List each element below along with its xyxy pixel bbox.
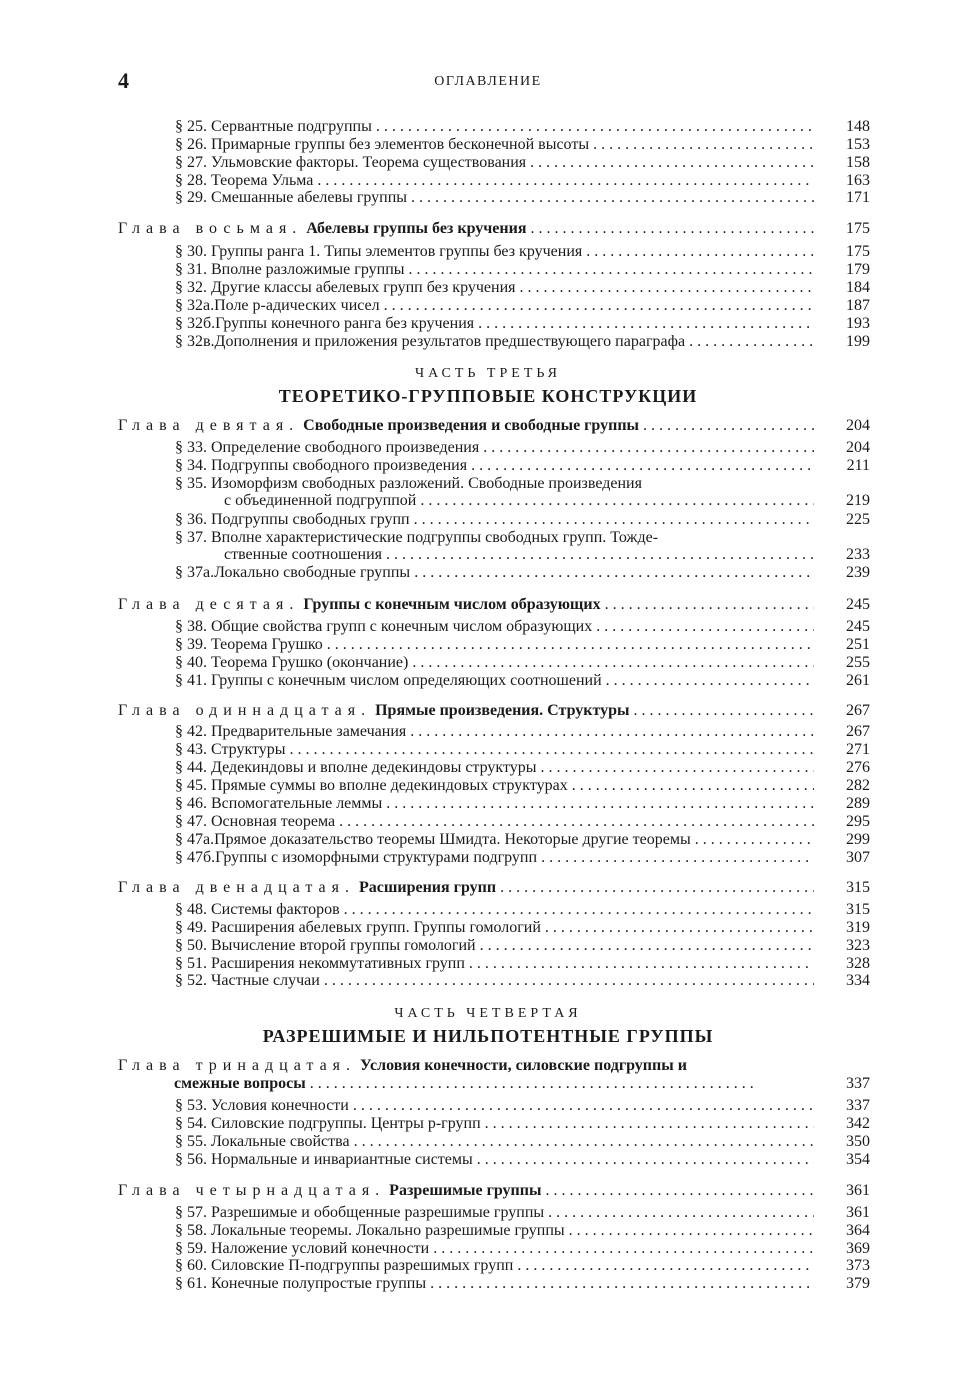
chapter-prefix: Глава двенадцатая. xyxy=(118,879,355,896)
entry-label: § 60. Силовские П-подгруппы разрешимых групп . . . xyxy=(175,1257,814,1274)
toc-entry[interactable] xyxy=(118,136,870,153)
toc-entry[interactable] xyxy=(118,315,870,332)
chapter-page: 267 xyxy=(846,702,870,719)
toc-entry[interactable] xyxy=(118,154,870,171)
chapter-prefix: Глава четырнадцатая. xyxy=(118,1182,386,1199)
entry-label: § 32б.Группы конечного ранга без кручения . . . xyxy=(175,315,814,332)
entry-label: § 58. Локальные теоремы. Локально разрешимые группы . . . xyxy=(175,1222,814,1239)
entry-label: § 53. Условия конечности . . . xyxy=(175,1097,814,1114)
toc-entry[interactable] xyxy=(118,475,870,509)
entry-page: 307 xyxy=(846,849,870,866)
entry-label: § 42. Предварительные замечания . . . xyxy=(175,723,814,740)
entry-page: 267 xyxy=(846,723,870,740)
entry-page: 261 xyxy=(846,672,870,689)
toc-entry[interactable] xyxy=(118,1240,870,1257)
toc-entry[interactable] xyxy=(118,1222,870,1239)
entry-page: 354 xyxy=(846,1151,870,1168)
entry-label: § 49. Расширения абелевых групп. Группы гомологий . . . xyxy=(175,919,814,936)
entry-page: 199 xyxy=(846,333,870,350)
toc-entry[interactable] xyxy=(118,972,870,989)
toc-entry[interactable] xyxy=(118,243,870,260)
entry-label: § 33. Определение свободного произведения . . . xyxy=(175,439,814,456)
entry-label: § 40. Теорема Грушко (окончание) . . . xyxy=(175,654,814,671)
entry-label: § 39. Теорема Грушко . . . xyxy=(175,636,814,653)
toc-entry[interactable] xyxy=(118,654,870,671)
entry-page: 315 xyxy=(846,901,870,918)
toc-entry[interactable] xyxy=(118,1257,870,1274)
entry-page: 225 xyxy=(846,511,870,528)
chapter-heading[interactable] xyxy=(118,596,870,613)
toc-entry[interactable] xyxy=(118,333,870,350)
toc-entry[interactable] xyxy=(118,279,870,296)
entry-label: § 51. Расширения некоммутативных групп . . . xyxy=(175,955,814,972)
toc-entry[interactable] xyxy=(118,189,870,206)
part-label: ЧАСТЬ ТРЕТЬЯ xyxy=(414,366,561,381)
entry-label-continued: ственные соотношения . . . xyxy=(224,546,814,563)
page-number: 4 xyxy=(118,68,129,93)
entry-label-continued: с объединенной подгруппой . . . xyxy=(224,492,814,509)
entry-page: 255 xyxy=(846,654,870,671)
entry-page: 299 xyxy=(846,831,870,848)
toc-entry[interactable] xyxy=(118,672,870,689)
entry-page: 337 xyxy=(846,1097,870,1114)
entry-page: 350 xyxy=(846,1133,870,1150)
entry-page: 211 xyxy=(846,457,870,474)
toc-entry[interactable] xyxy=(118,118,870,135)
entry-label: § 54. Силовские подгруппы. Центры p-групп . . . xyxy=(175,1115,814,1132)
toc-entry[interactable] xyxy=(118,1204,870,1221)
chapter-heading[interactable] xyxy=(118,220,870,237)
chapter-page: 315 xyxy=(846,879,870,896)
toc-entry[interactable] xyxy=(118,1133,870,1150)
entry-page: 289 xyxy=(846,795,870,812)
toc-entry[interactable] xyxy=(118,723,870,740)
chapter-label xyxy=(118,417,814,434)
entry-label: § 30. Группы ранга 1. Типы элементов группы без кручения . . . xyxy=(175,243,814,260)
entry-label: § 46. Вспомогательные леммы . . . xyxy=(175,795,814,812)
toc-entry[interactable] xyxy=(118,636,870,653)
entry-page: 251 xyxy=(846,636,870,653)
entry-page: 245 xyxy=(846,618,870,635)
chapter-label xyxy=(118,1182,814,1199)
toc-entry[interactable] xyxy=(118,759,870,776)
chapter-title: Группы с конечным числом образующих xyxy=(303,596,601,613)
entry-page: 379 xyxy=(846,1275,870,1292)
toc-entry[interactable] xyxy=(118,529,870,563)
entry-page: 295 xyxy=(846,813,870,830)
entry-page: 179 xyxy=(846,261,870,278)
part-title: РАЗРЕШИМЫЕ И НИЛЬПОТЕНТНЫЕ ГРУППЫ xyxy=(262,1026,714,1046)
chapter-title: Прямые произведения. Структуры xyxy=(375,702,630,719)
chapter-prefix: Глава одиннадцатая. xyxy=(118,702,372,719)
chapter-heading[interactable] xyxy=(118,1182,870,1199)
entry-page: 204 xyxy=(846,439,870,456)
entry-page: 361 xyxy=(846,1204,870,1221)
chapter-label xyxy=(118,879,814,896)
chapter-heading[interactable] xyxy=(118,417,870,434)
toc-entry[interactable] xyxy=(118,1151,870,1168)
entry-page: 342 xyxy=(846,1115,870,1132)
chapter-title: Свободные произведения и свободные группы xyxy=(303,417,640,434)
entry-page: 193 xyxy=(846,315,870,332)
toc-entry[interactable] xyxy=(118,457,870,474)
entry-page: 175 xyxy=(846,243,870,260)
entry-page: 233 xyxy=(846,546,870,563)
entry-label: § 37. Вполне характеристические подгруппы свободных групп. Тожде- xyxy=(175,529,659,546)
toc-entry[interactable] xyxy=(118,831,870,848)
entry-label: § 59. Наложение условий конечности . . . xyxy=(175,1240,814,1257)
entry-label: § 55. Локальные свойства . . . xyxy=(175,1133,814,1150)
entry-page: 276 xyxy=(846,759,870,776)
toc-entry[interactable] xyxy=(118,901,870,918)
toc-entry[interactable] xyxy=(118,564,870,581)
chapter-title: Расширения групп xyxy=(358,879,497,896)
entry-page: 187 xyxy=(846,297,870,314)
chapter-label xyxy=(118,596,814,613)
entry-label: § 43. Структуры . . . xyxy=(175,741,814,758)
entry-label: § 29. Смешанные абелевы группы . . . xyxy=(175,189,814,206)
chapter-prefix: Глава девятая. xyxy=(118,417,300,434)
toc-entry[interactable] xyxy=(118,511,870,528)
toc-entry[interactable] xyxy=(118,297,870,314)
entry-page: 163 xyxy=(846,172,870,189)
chapter-page: 175 xyxy=(846,220,870,237)
chapter-page: 361 xyxy=(846,1182,870,1199)
entry-page: 184 xyxy=(846,279,870,296)
toc-entry[interactable] xyxy=(118,261,870,278)
entry-page: 328 xyxy=(846,955,870,972)
chapter-label xyxy=(118,1057,687,1074)
chapter-page: 337 xyxy=(846,1075,870,1092)
entry-label: § 45. Прямые суммы во вполне дедекиндовых структурах . . . xyxy=(175,777,814,794)
entry-page: 373 xyxy=(846,1257,870,1274)
entry-page: 153 xyxy=(846,136,870,153)
chapter-heading[interactable] xyxy=(118,702,870,719)
entry-page: 239 xyxy=(846,564,870,581)
toc-entry[interactable] xyxy=(118,937,870,954)
entry-page: 369 xyxy=(846,1240,870,1257)
entry-page: 323 xyxy=(846,937,870,954)
toc-entry[interactable] xyxy=(118,1115,870,1132)
entry-label: § 32а.Поле p-адических чисел . . . xyxy=(175,297,814,314)
entry-page: 319 xyxy=(846,919,870,936)
part-label: ЧАСТЬ ЧЕТВЕРТАЯ xyxy=(394,1006,582,1021)
chapter-title: Условия конечности, силовские подгруппы и xyxy=(360,1057,687,1074)
entry-page: 334 xyxy=(846,972,870,989)
toc-entry[interactable] xyxy=(118,439,870,456)
entry-page: 364 xyxy=(846,1222,870,1239)
entry-label: § 47б.Группы с изоморфными структурами подгрупп . . . xyxy=(175,849,814,866)
entry-page: 148 xyxy=(846,118,870,135)
chapter-title: Разрешимые группы xyxy=(389,1182,542,1199)
chapter-label xyxy=(118,702,814,719)
entry-label: § 47. Основная теорема . . . xyxy=(175,813,814,830)
entry-label: § 34. Подгруппы свободного произведения . . . xyxy=(175,457,814,474)
toc-entry[interactable] xyxy=(118,919,870,936)
chapter-page: 204 xyxy=(846,417,870,434)
chapter-page: 245 xyxy=(846,596,870,613)
entry-label: § 28. Теорема Ульма . . . xyxy=(175,172,814,189)
toc-entry[interactable] xyxy=(118,955,870,972)
entry-label: § 57. Разрешимые и обобщенные разрешимые группы . . . xyxy=(175,1204,814,1221)
entry-page: 282 xyxy=(846,777,870,794)
toc-entry[interactable] xyxy=(118,795,870,812)
toc-entry[interactable] xyxy=(118,1275,870,1292)
chapter-prefix: Глава тринадцатая. xyxy=(118,1057,357,1074)
toc-entry[interactable] xyxy=(118,1097,870,1114)
chapter-heading[interactable] xyxy=(118,879,870,896)
entry-label: § 52. Частные случаи . . . xyxy=(175,972,814,989)
entry-label: § 31. Вполне разложимые группы . . . xyxy=(175,261,814,278)
entry-page: 158 xyxy=(846,154,870,171)
entry-page: 271 xyxy=(846,741,870,758)
entry-label: § 47а.Прямое доказательство теоремы Шмидта. Некоторые другие теоремы . . . xyxy=(175,831,814,848)
entry-label: § 37а.Локально свободные группы . . . xyxy=(175,564,814,581)
entry-page: 219 xyxy=(846,492,870,509)
entry-label: § 32в.Дополнения и приложения результатов предшествующего параграфа . . . xyxy=(175,333,814,350)
part-title: ТЕОРЕТИКО-ГРУППОВЫЕ КОНСТРУКЦИИ xyxy=(278,386,698,406)
chapter-title: Абелевы группы без кручения xyxy=(306,220,527,237)
entry-label: § 48. Системы факторов . . . xyxy=(175,901,814,918)
chapter-prefix: Глава десятая. xyxy=(118,596,300,613)
toc-entry[interactable] xyxy=(118,741,870,758)
chapter-prefix: Глава восьмая. xyxy=(118,220,303,237)
toc-entry[interactable] xyxy=(118,813,870,830)
entry-label: § 27. Ульмовские факторы. Теорема существования . . . xyxy=(175,154,814,171)
entry-label: § 25. Сервантные подгруппы . . . xyxy=(175,118,814,135)
entry-page: 171 xyxy=(846,189,870,206)
entry-label: § 38. Общие свойства групп с конечным числом образующих . . . xyxy=(175,618,814,635)
toc-entry[interactable] xyxy=(118,849,870,866)
entry-label: § 61. Конечные полупростые группы . . . xyxy=(175,1275,814,1292)
chapter-title-continued: смежные вопросы . . . xyxy=(174,1075,814,1092)
entry-label: § 56. Нормальные и инвариантные системы . . . xyxy=(175,1151,814,1168)
toc-entry[interactable] xyxy=(118,172,870,189)
entry-label: § 36. Подгруппы свободных групп . . . xyxy=(175,511,814,528)
entry-label: § 50. Вычисление второй группы гомологий . . . xyxy=(175,937,814,954)
chapter-label xyxy=(118,220,814,237)
entry-label: § 41. Группы с конечным числом определяющих соотношений . . . xyxy=(175,672,814,689)
entry-label: § 32. Другие классы абелевых групп без кручения . . . xyxy=(175,279,814,296)
entry-label: § 44. Дедекиндовы и вполне дедекиндовы структуры . . . xyxy=(175,759,814,776)
entry-label: § 35. Изоморфизм свободных разложений. Свободные произведения xyxy=(175,475,642,492)
toc-entry[interactable] xyxy=(118,777,870,794)
chapter-heading[interactable] xyxy=(118,1057,870,1097)
running-title: ОГЛАВЛЕНИЕ xyxy=(434,74,542,89)
toc-entry[interactable] xyxy=(118,618,870,635)
entry-label: § 26. Примарные группы без элементов бесконечной высоты . . . xyxy=(175,136,814,153)
